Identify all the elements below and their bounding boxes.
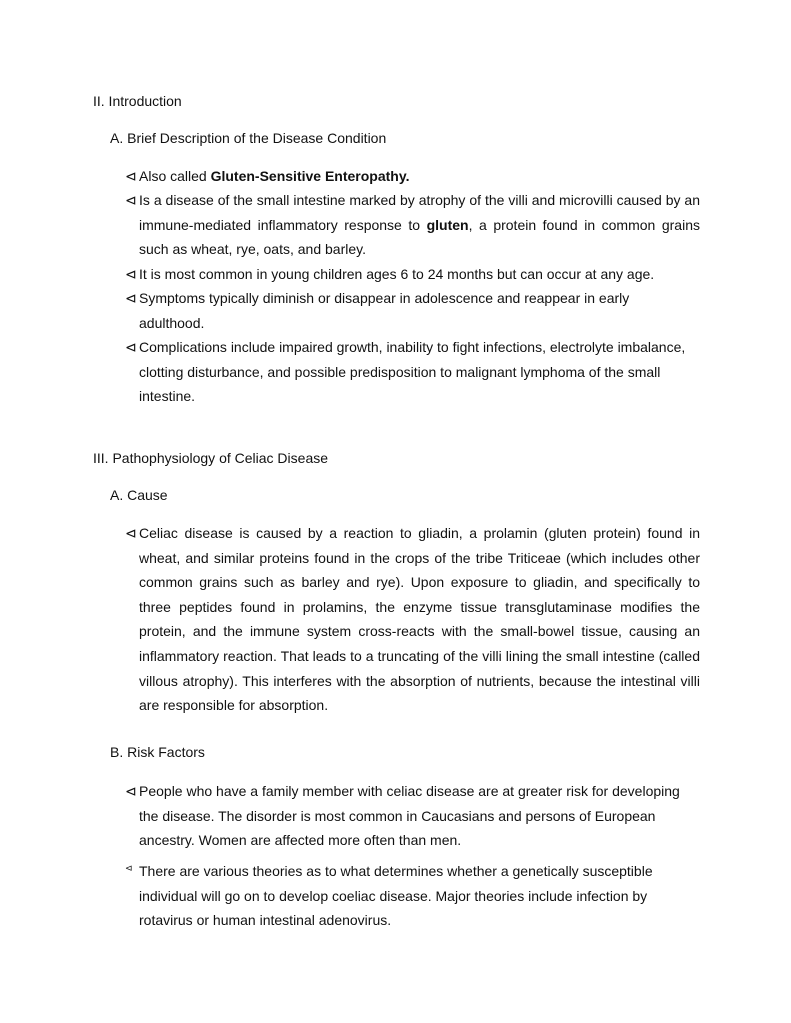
list-item <box>125 188 700 262</box>
list-item <box>125 286 665 335</box>
bullet-bold-text: gluten <box>426 216 469 233</box>
list-item <box>125 262 700 287</box>
bullet-text: It is most common in young children ages 6 to 24 months but can occur at any age. <box>139 266 655 282</box>
bullet-text: Symptoms typically diminish or disappear in adolescence and reappear in early adulthood. <box>139 290 630 331</box>
list-item <box>125 859 665 933</box>
list-item <box>125 335 697 409</box>
bullet-text: , a protein found in common grains such as wheat, rye, oats, and barley. <box>139 216 700 258</box>
section-heading-pathophysiology: III. Pathophysiology of Celiac Disease <box>93 450 329 466</box>
arrowhead-bullet-icon: ⊲ <box>125 266 137 282</box>
arrowhead-bullet-icon: ⊲ <box>125 339 137 355</box>
list-item <box>125 164 700 189</box>
list-item <box>125 521 700 718</box>
section-heading-introduction: II. Introduction <box>93 93 182 109</box>
list-item <box>125 779 690 853</box>
subsection-heading-brief-description: A. Brief Description of the Disease Condition <box>110 130 387 146</box>
subsection-heading-risk-factors: B. Risk Factors <box>110 744 205 760</box>
bullet-text: People who have a family member with celiac disease are at greater risk for developing the disease. The disorder is most common in Caucasians and persons of European ancestry. Women are affected more often than men. <box>139 783 680 849</box>
arrowhead-bullet-icon: ⊲ <box>125 168 137 184</box>
bullet-text: Also called <box>139 168 211 184</box>
arrowhead-bullet-icon: ⊲ <box>125 290 137 306</box>
bullet-text: There are various theories as to what determines whether a genetically susceptible individual will go on to develop coeliac disease. Major theories include infection by rotavirus or human intestinal adenovirus. <box>139 863 653 929</box>
bullet-text: Complications include impaired growth, inability to fight infections, electrolyte imbalance, clotting disturbance, and possible predisposition to malignant lymphoma of the small intestine. <box>139 339 686 405</box>
arrowhead-bullet-icon: ⊲ <box>125 783 137 799</box>
bullet-text: Celiac disease is caused by a reaction to gliadin, a prolamin (gluten protein) found in wheat, and similar proteins found in the crops of the tribe Triticeae (which includes other common grains such as barley and rye). Upon exposure to gliadin, and specifically to three peptides found in prolamins, the enzyme tissue transglutaminase modifies the protein, and the immune system cross-reacts with the small-bowel tissue, causing an inflammatory reaction. That leads to a truncating of the villi lining the small intestine (called villous atrophy). This interferes with the absorption of nutrients, because the intestinal villi are responsible for absorption. <box>139 525 700 714</box>
arrowhead-bullet-icon: ⊲ <box>125 863 133 873</box>
bullet-bold-text: Gluten-Sensitive Enteropathy. <box>210 168 410 184</box>
subsection-heading-cause: A. Cause <box>110 487 168 503</box>
arrowhead-bullet-icon: ⊲ <box>125 525 137 541</box>
bullet-text: Is a disease of the small intestine marked by atrophy of the villi and microvilli caused by an immune-mediated inflammatory response to <box>139 192 700 233</box>
arrowhead-bullet-icon: ⊲ <box>125 192 137 208</box>
